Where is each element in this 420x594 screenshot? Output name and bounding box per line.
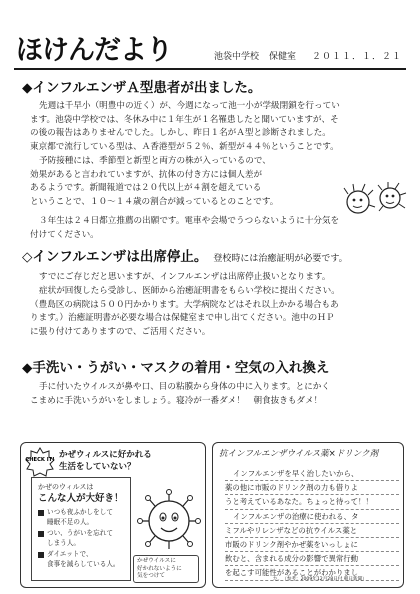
school-office [214,50,296,64]
cold-virus-check-box [20,442,206,588]
text-line: あるようです。新聞報道では２０代以上が４割を超えている [30,183,262,194]
newsletter-title: ほけんだより [16,35,172,66]
item-line: 食事を減らしている人。 [47,559,120,568]
item-line: しまう人。 [47,538,80,547]
section1-para1 [30,100,390,141]
school-name: 池袋中学校 [214,52,260,62]
reference-note: （参考：2009年12月28日付 朝日新聞） [284,577,367,582]
text-line: 東京都で流行している型は、Ａ香港型が５２％、新型が４４％ということです。 [30,142,339,152]
text-line: ます。池袋中学校では、冬休み中に１年生が１名罹患したと聞いていますが、そ [30,114,339,125]
check-box-title [59,449,152,473]
section2-para2 [30,285,390,339]
section-heading-flu-a: ◆インフルエンザＡ型患者が出ました。 [22,80,262,96]
square-bullet-icon [38,531,44,537]
check-it-text: CHECK IT! [25,457,55,463]
section1-para2 [30,141,390,155]
text-line: うと考えているあなた。ちょっと待って！！ [225,495,399,509]
bubble-line: 好かれないように [137,565,182,572]
virus-speech-bubble [133,555,199,583]
square-bullet-icon [38,510,44,516]
text-line: インフルエンザを早く治したいから、 [225,467,399,481]
bubble-line: 気をつけて [137,573,165,580]
germ-right-icon [378,182,406,211]
section2-para1 [30,271,390,285]
masthead-bar [14,34,406,70]
text-line: の後の報告はありませんでした。しかし、昨日１名がＡ型と診断されました。 [30,128,331,139]
text-line: 市販のドリンク剤やかぜ薬をいっしょに [225,538,399,552]
text-line: 付けてください。 [30,229,99,240]
section1-para3 [30,155,340,209]
item-line: ダイエットで、 [47,550,93,558]
text-line: 先週は千早小（明豊中の近く）が、今週になって池一小が学級閉鎖を行ってい [39,101,340,111]
antiviral-drink-box [212,442,404,588]
antiviral-text [225,467,399,581]
item-line: いつも夜ふかしをして [47,508,113,516]
bubble-line: かぜウイルスに [137,558,176,564]
text-line: 予防接種には、季節型と新型と両方の株が入っているので、 [39,156,271,166]
check-it-badge-icon [25,447,55,477]
title-line: 生活をしていない？ [59,462,136,472]
section-heading-attendance [22,248,348,268]
text-line: 効果があると言われていますが、抗体の付き方には個人差が [30,169,263,180]
text-line: を起こす可能性があることがわかりまし [225,566,399,580]
heading-subtext: 登校時には治癒証明が必要です。 [213,254,348,264]
text-line: （豊島区の病院は５００円かかります。大学病院などはそれ以上かかる場合もあ [30,299,339,310]
virus-character-icon [133,487,203,557]
office-name: 保健室 [269,52,297,62]
section3-para1 [30,381,390,408]
section-heading-handwashing: ◆手洗い・うがい・マスクの着用・空気の入れ換え [22,360,330,376]
germ-left-icon [344,184,375,213]
text-line: ミフルやリレンザなどの抗ウイルス薬と [225,524,399,538]
flu-germ-illustration [340,180,410,220]
title-line: かぜウィルスに好かれる [59,450,152,460]
text-line: 症状が回復したら受診し、医師から治癒証明書をもらい学校に提出ください。 [39,286,340,296]
source-note [273,576,367,583]
text-line: ３年生は２４日都立推薦の出願です。電車や会場でうつらないように十分気を [39,216,340,226]
heading-text: ◇インフルエンザは出席停止。 [22,249,208,265]
list-item [38,550,124,569]
text-line: 薬の他に市販のドリンク剤の力も借りよ [225,481,399,495]
panel-heading: かぜのウィルスは [38,483,94,491]
square-bullet-icon [38,552,44,558]
issue-date: ２０１１．１．２１ [311,52,402,62]
text-line: に張り付けてありますので、ご活用ください。 [30,326,211,337]
list-item [38,529,124,548]
item-line: つい、うがいを忘れて [47,529,113,537]
text-line: ということで、１０～１４歳の割合が減っているとのことです。 [30,196,279,207]
text-line: こまめに手洗いうがいをしましょう。寝冷が一番ダメ！ 朝食抜きもダメ！ [30,395,323,406]
text-line: すでにご存じだと思いますが、インフルエンザは出席停止扱いとなります。 [39,272,331,282]
text-line: ります。）治癒証明書が必要な場合は保健室まで申し出てください。池中のＨＰ [30,313,335,324]
antiviral-box-title: 抗インフルエンザウイルス薬×ドリンク剤 [219,449,379,459]
section1-para4 [30,215,390,242]
text-line: 飲むと、含まれる成分の影響で異常行動 [225,552,399,566]
last-line: た。 [273,577,280,582]
text-line: インフルエンザの治療に使われる、タ [225,510,399,524]
virus-likes-panel [31,477,131,581]
item-line: 睡眠不足の人。 [47,517,94,526]
panel-big-text: こんな人が大好き！ [38,493,124,504]
list-item [38,508,124,527]
text-line: 手に付いたウイルスが鼻や口、目の粘膜から身体の中に入ります。とにかく [39,382,330,392]
